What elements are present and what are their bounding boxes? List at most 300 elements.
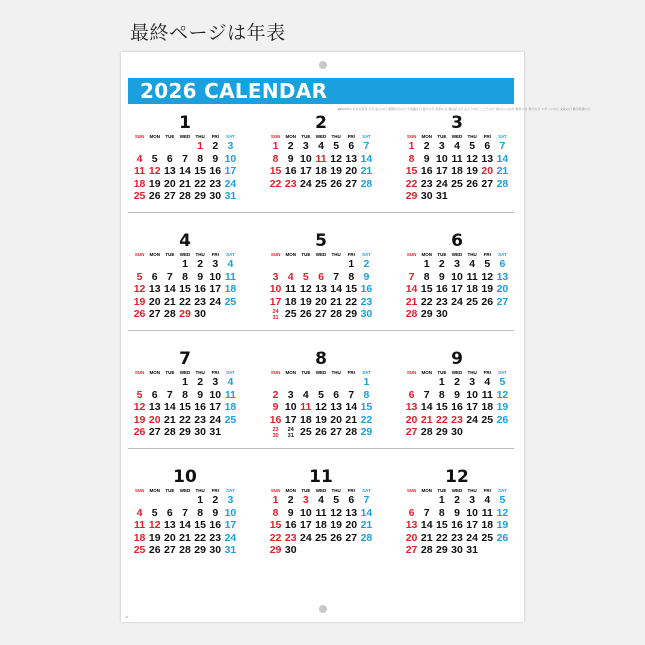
day-cell: 29 <box>405 190 418 203</box>
day-cell: 15 <box>179 401 191 414</box>
day-cell: 20 <box>481 165 494 178</box>
day-cell: 5 <box>318 388 324 401</box>
day-cell: 21 <box>420 531 433 544</box>
weekday-label: THU <box>195 134 205 139</box>
day-cell: 2 <box>287 140 294 152</box>
day-cell: 12 <box>133 283 146 296</box>
day-cell: 25 <box>133 190 146 203</box>
day-cell: 8 <box>363 388 370 401</box>
day-cell: 24 <box>451 295 463 308</box>
day-cell: 22 <box>194 531 206 544</box>
weekday-header <box>132 133 238 140</box>
day-cell: 9 <box>454 388 460 401</box>
day-cell: 2 <box>212 494 219 506</box>
day-cell: 3 <box>454 258 460 270</box>
day-cell: 30 <box>360 308 373 321</box>
weekday-label: WED <box>179 252 191 257</box>
day-cell: 4 <box>136 506 143 519</box>
day-cell: 16 <box>420 165 433 178</box>
day-cell: 30 <box>451 544 463 557</box>
day-cell: 24 <box>436 177 448 190</box>
weekday-label: THU <box>195 488 205 493</box>
day-cell: 12 <box>148 165 161 178</box>
day-cell: 9 <box>454 506 460 519</box>
weekday-label: WED <box>315 252 327 257</box>
weekday-label: THU <box>331 488 341 493</box>
day-cell: 5 <box>469 140 476 152</box>
day-cell: 24 <box>466 531 478 544</box>
day-cell <box>313 376 328 389</box>
day-cell: 16 <box>451 401 463 414</box>
day-grid <box>404 140 510 203</box>
day-cell <box>132 258 147 271</box>
day-cell: 8 <box>272 506 279 519</box>
weekday-label: WED <box>451 134 463 139</box>
month-number: 8 <box>315 349 327 369</box>
day-cell: 6 <box>408 388 415 401</box>
day-cell <box>329 376 344 389</box>
day-cell: 4 <box>454 140 460 152</box>
day-cell: 18 <box>315 519 327 532</box>
day-cell: 4 <box>227 258 234 270</box>
day-cell: 7 <box>423 388 430 401</box>
day-cell: 28 <box>496 177 509 190</box>
day-cell: 2 <box>363 258 370 270</box>
day-cell: 12 <box>466 152 478 165</box>
day-cell: 17 <box>466 519 478 532</box>
day-cell: 30 <box>209 190 222 203</box>
day-cell: 3 <box>212 376 219 388</box>
day-cell: 26 <box>330 177 342 190</box>
day-cell: 21 <box>405 295 418 308</box>
day-cell: 23 <box>420 177 433 190</box>
day-cell: 17 <box>436 165 448 178</box>
day-cell: 7 <box>363 494 370 506</box>
day-cell: 20 <box>496 283 509 296</box>
day-cell: 21 <box>360 165 373 178</box>
weekday-header <box>404 487 510 494</box>
day-cell <box>268 258 283 271</box>
day-cell: 26 <box>300 308 312 321</box>
day-cell: 1 <box>438 376 445 388</box>
day-cell: 11 <box>451 152 463 165</box>
day-cell <box>298 258 313 271</box>
month-number: 9 <box>451 349 463 369</box>
months-grid <box>128 114 514 586</box>
day-cell: 15 <box>436 519 448 532</box>
weekday-label: SUN <box>406 370 417 375</box>
day-cell: 19 <box>148 177 161 190</box>
day-cell: 7 <box>408 270 415 283</box>
day-cell: 14 <box>179 165 191 178</box>
day-cell: 25 <box>224 295 237 308</box>
day-cell: 24 <box>466 413 478 426</box>
weekday-label: SAT <box>498 252 507 257</box>
day-cell: 18 <box>300 413 312 426</box>
day-cell: 13 <box>315 283 327 296</box>
day-cell <box>147 258 162 271</box>
day-cell: 17 <box>209 283 222 296</box>
day-cell: 13 <box>405 519 418 532</box>
day-cell: 15 <box>420 283 433 296</box>
day-cell: 14 <box>360 506 373 519</box>
day-cell: 5 <box>499 494 506 506</box>
day-cell: 18 <box>481 519 494 532</box>
day-cell: 25 <box>315 177 327 190</box>
day-cell: 16 <box>451 519 463 532</box>
month-2 <box>268 114 374 190</box>
day-cell: 21 <box>164 295 176 308</box>
day-cell <box>132 376 147 389</box>
day-cell: 15 <box>436 401 448 414</box>
day-cell <box>132 140 147 153</box>
month-row <box>128 350 514 468</box>
day-cell <box>404 258 419 271</box>
day-cell: 20 <box>345 519 358 532</box>
month-number: 2 <box>315 113 327 133</box>
day-cell <box>268 376 283 389</box>
day-cell: 12 <box>330 152 342 165</box>
day-grid <box>132 494 238 557</box>
weekday-label: TUE <box>301 488 311 493</box>
day-cell: 11 <box>285 283 297 296</box>
weekday-label: THU <box>467 370 477 375</box>
day-cell: 24 31 <box>272 308 279 321</box>
day-grid <box>132 140 238 203</box>
day-cell: 26 <box>315 426 327 439</box>
weekday-label: MON <box>149 252 160 257</box>
weekday-label: SAT <box>498 134 507 139</box>
weekday-label: THU <box>195 370 205 375</box>
weekday-label: MON <box>421 252 432 257</box>
day-cell: 23 <box>209 177 222 190</box>
day-cell: 22 <box>436 413 448 426</box>
day-cell: 25 <box>451 177 463 190</box>
page-caption: 最終ページは年表 <box>130 22 286 44</box>
weekday-label: TUE <box>165 488 175 493</box>
weekday-header <box>268 369 374 376</box>
month-number: 7 <box>179 349 191 369</box>
day-cell: 31 <box>209 426 222 439</box>
day-cell: 27 <box>330 426 342 439</box>
day-cell: 24 <box>300 177 312 190</box>
weekday-label: MON <box>421 134 432 139</box>
day-cell: 1 <box>182 258 188 270</box>
weekday-label: MON <box>149 488 160 493</box>
weekday-label: WED <box>179 488 191 493</box>
day-cell: 2 <box>197 376 204 388</box>
month-11 <box>268 468 374 557</box>
day-cell: 15 <box>405 165 418 178</box>
day-cell: 31 <box>224 544 237 557</box>
day-cell: 17 <box>300 519 312 532</box>
day-cell: 5 <box>499 376 506 388</box>
day-cell: 27 <box>148 308 161 321</box>
weekday-label: WED <box>179 134 191 139</box>
day-cell: 13 <box>148 401 161 414</box>
day-cell: 8 <box>348 270 355 283</box>
day-cell: 16 <box>209 519 222 532</box>
weekday-label: FRI <box>211 370 219 375</box>
day-cell: 1 <box>438 494 445 506</box>
weekday-label: MON <box>421 370 432 375</box>
day-cell: 14 <box>330 283 342 296</box>
day-cell: 13 <box>164 165 176 178</box>
day-cell: 6 <box>348 494 355 506</box>
day-cell: 15 <box>269 165 282 178</box>
day-cell: 27 <box>496 295 509 308</box>
page-number: 01 <box>125 615 129 619</box>
day-cell: 11 <box>224 388 236 401</box>
weekday-label: SUN <box>406 134 417 139</box>
day-cell <box>313 258 328 271</box>
day-cell: 25 <box>481 413 494 426</box>
day-cell: 3 <box>438 140 445 152</box>
day-cell: 2 <box>454 376 460 388</box>
day-cell: 1 <box>272 494 279 506</box>
day-cell: 12 <box>133 401 146 414</box>
day-cell: 10 <box>224 152 237 165</box>
day-cell: 29 <box>360 426 373 439</box>
weekday-label: WED <box>179 370 191 375</box>
weekday-label: THU <box>195 252 205 257</box>
day-cell: 23 30 <box>272 426 279 439</box>
weekday-label: THU <box>467 488 477 493</box>
day-cell: 7 <box>348 388 355 401</box>
day-cell: 29 <box>194 544 206 557</box>
day-cell: 29 <box>179 426 191 439</box>
day-cell: 23 <box>451 413 463 426</box>
day-cell: 16 <box>194 401 206 414</box>
day-cell: 5 <box>136 388 143 401</box>
day-cell: 10 <box>209 270 222 283</box>
weekday-label: FRI <box>211 134 219 139</box>
day-cell: 13 <box>496 270 509 283</box>
day-cell: 8 <box>423 270 430 283</box>
weekday-label: SAT <box>362 370 371 375</box>
day-cell: 8 <box>182 388 188 401</box>
day-cell: 13 <box>164 519 176 532</box>
day-cell: 6 <box>499 258 506 270</box>
day-cell: 14 <box>405 283 418 296</box>
day-cell: 15 <box>345 283 358 296</box>
day-cell: 4 <box>484 376 491 388</box>
day-cell: 8 <box>438 388 445 401</box>
weekday-label: TUE <box>437 134 447 139</box>
day-cell: 2 <box>423 140 430 152</box>
day-cell: 15 <box>179 283 191 296</box>
weekday-label: TUE <box>165 252 175 257</box>
day-cell: 1 <box>348 258 355 270</box>
day-cell: 21 <box>179 177 191 190</box>
day-cell: 10 <box>300 152 312 165</box>
day-cell: 16 <box>209 165 222 178</box>
day-cell: 28 <box>360 177 373 190</box>
day-cell: 25 <box>224 413 237 426</box>
weekday-label: SUN <box>270 488 281 493</box>
day-cell: 13 <box>148 283 161 296</box>
weekday-label: SUN <box>270 134 281 139</box>
weekday-label: SUN <box>134 134 145 139</box>
day-cell: 19 <box>133 295 146 308</box>
day-cell: 25 <box>466 295 478 308</box>
day-grid <box>268 376 374 439</box>
day-cell: 14 <box>345 401 358 414</box>
day-cell: 24 <box>300 531 312 544</box>
day-cell <box>298 376 313 389</box>
day-cell: 3 <box>469 494 476 506</box>
weekday-label: SAT <box>498 488 507 493</box>
day-cell: 18 <box>466 283 478 296</box>
day-cell: 9 <box>212 152 219 165</box>
weekday-label: THU <box>467 134 477 139</box>
day-cell: 20 <box>330 413 342 426</box>
day-cell: 3 <box>302 140 309 152</box>
weekday-label: SAT <box>362 488 371 493</box>
day-cell: 30 <box>420 190 433 203</box>
day-cell: 22 <box>345 295 358 308</box>
weekday-label: THU <box>331 252 341 257</box>
day-cell: 9 <box>272 401 279 414</box>
month-7 <box>132 350 238 439</box>
day-cell: 4 <box>484 494 491 506</box>
day-cell: 20 <box>164 177 176 190</box>
day-cell: 8 <box>272 152 279 165</box>
calendar-sheet <box>121 52 591 622</box>
day-cell <box>147 494 162 507</box>
day-cell: 30 <box>451 426 463 439</box>
day-grid <box>268 140 374 190</box>
day-cell: 29 <box>436 544 448 557</box>
day-cell: 2 <box>438 258 445 270</box>
day-cell: 7 <box>333 270 340 283</box>
day-cell: 19 <box>496 401 509 414</box>
day-cell: 21 <box>179 531 191 544</box>
weekday-label: TUE <box>301 134 311 139</box>
row-divider <box>128 212 514 213</box>
day-cell: 6 <box>484 140 491 152</box>
day-cell: 8 <box>438 506 445 519</box>
day-cell: 21 <box>164 413 176 426</box>
weekday-label: TUE <box>301 252 311 257</box>
day-cell: 3 <box>287 388 294 401</box>
day-cell: 27 <box>164 544 176 557</box>
day-cell: 19 <box>300 295 312 308</box>
weekday-label: SUN <box>406 252 417 257</box>
day-cell <box>132 494 147 507</box>
day-cell: 13 <box>405 401 418 414</box>
day-cell: 19 <box>496 519 509 532</box>
day-cell: 28 <box>164 426 176 439</box>
day-cell: 11 <box>134 519 146 532</box>
month-number: 5 <box>315 231 327 251</box>
day-cell: 4 <box>318 494 324 506</box>
day-cell <box>404 376 419 389</box>
day-cell: 22 <box>194 177 206 190</box>
day-cell: 14 <box>164 283 176 296</box>
day-cell <box>162 376 177 389</box>
weekday-header <box>268 251 374 258</box>
day-cell <box>177 140 192 153</box>
day-cell: 12 <box>300 283 312 296</box>
day-cell: 17 <box>224 165 237 178</box>
day-cell: 21 <box>345 413 358 426</box>
day-cell: 17 <box>209 401 222 414</box>
day-cell: 19 <box>466 165 478 178</box>
day-cell: 30 <box>436 308 448 321</box>
day-cell: 16 <box>194 283 206 296</box>
day-cell: 11 <box>134 165 146 178</box>
day-cell: 19 <box>148 531 161 544</box>
day-cell: 5 <box>333 140 340 152</box>
day-cell: 4 <box>302 388 309 401</box>
day-cell: 28 <box>360 531 373 544</box>
day-cell: 4 <box>318 140 324 152</box>
weekday-header <box>404 369 510 376</box>
day-cell: 23 <box>194 295 206 308</box>
day-cell: 19 <box>330 519 342 532</box>
month-number: 6 <box>451 231 463 251</box>
day-cell: 25 <box>315 531 327 544</box>
day-cell: 10 <box>284 401 297 414</box>
day-cell: 13 <box>330 401 342 414</box>
day-cell: 7 <box>363 140 370 152</box>
weekday-label: TUE <box>437 252 447 257</box>
day-cell: 4 <box>287 270 294 283</box>
day-cell: 18 <box>224 401 237 414</box>
weekday-label: TUE <box>437 488 447 493</box>
day-cell: 19 <box>481 283 494 296</box>
weekday-label: SAT <box>362 134 371 139</box>
weekday-label: THU <box>467 252 477 257</box>
day-cell: 22 <box>436 531 448 544</box>
weekday-label: THU <box>331 134 341 139</box>
day-cell: 7 <box>182 152 188 165</box>
day-grid <box>132 376 238 439</box>
day-cell: 9 <box>438 270 445 283</box>
day-cell: 26 <box>481 295 494 308</box>
weekday-label: SAT <box>362 252 371 257</box>
day-cell: 20 <box>148 413 161 426</box>
weekday-label: SUN <box>134 488 145 493</box>
month-6 <box>404 232 510 321</box>
day-cell: 10 <box>224 506 237 519</box>
day-cell <box>283 258 298 271</box>
day-cell: 12 <box>315 401 327 414</box>
weekday-label: WED <box>315 488 327 493</box>
day-cell: 4 <box>469 258 476 270</box>
row-divider <box>128 448 514 449</box>
day-cell: 14 <box>496 152 509 165</box>
day-cell: 5 <box>136 270 143 283</box>
day-grid <box>404 376 510 439</box>
day-cell: 28 <box>179 190 191 203</box>
day-cell: 6 <box>166 506 173 519</box>
day-cell: 14 <box>420 401 433 414</box>
day-cell: 27 <box>164 190 176 203</box>
day-cell: 23 <box>360 295 373 308</box>
day-cell: 21 <box>360 519 373 532</box>
day-cell: 11 <box>315 152 327 165</box>
header-bar <box>128 78 514 104</box>
day-cell: 16 <box>269 413 282 426</box>
day-cell: 13 <box>481 152 494 165</box>
day-cell: 30 <box>209 544 222 557</box>
weekday-label: TUE <box>165 134 175 139</box>
weekday-label: TUE <box>301 370 311 375</box>
day-cell: 11 <box>466 270 478 283</box>
day-cell: 28 <box>420 544 433 557</box>
